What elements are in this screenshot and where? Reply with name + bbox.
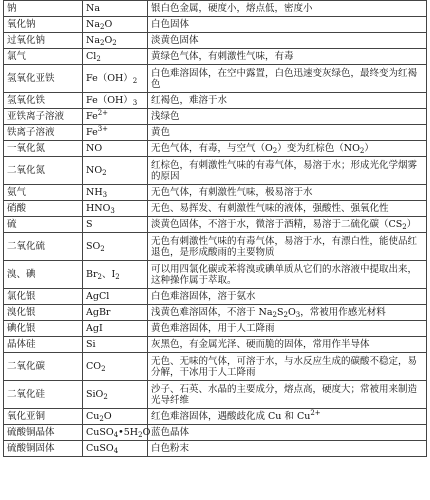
text-segment: O	[104, 35, 113, 46]
table-row	[4, 141, 427, 157]
subscript: 3	[102, 191, 108, 199]
text-segment: 无色气体，有刺激性气味，极易溶于水	[151, 187, 313, 198]
table-row	[4, 337, 427, 353]
formula-cell	[83, 217, 148, 233]
substance-name-cell: 氢氧化铁	[4, 93, 83, 109]
description-cell	[148, 185, 427, 201]
subscript: 2	[272, 311, 277, 319]
substance-name-cell: 硫酸铜固体	[4, 441, 83, 457]
text-segment: NO	[86, 165, 103, 176]
description-cell	[148, 305, 427, 321]
description-cell	[148, 233, 427, 261]
substance-name-cell: 溴化银	[4, 305, 83, 321]
text-segment: CO	[86, 361, 102, 372]
formula-cell	[83, 65, 148, 93]
text-segment: 蓝色晶体	[151, 427, 190, 438]
text-segment: SO	[86, 241, 101, 252]
text-segment: 白色难溶固体，在空中露置，白色迅速变灰绿色，最终变为红褐色	[151, 67, 418, 90]
subscript: 2	[359, 147, 365, 155]
formula-cell	[83, 409, 148, 425]
superscript: 2+	[97, 109, 109, 117]
text-segment: O	[142, 427, 151, 438]
description-cell	[148, 157, 427, 185]
description-cell	[148, 425, 427, 441]
table-row	[4, 289, 427, 305]
subscript: 2	[115, 273, 120, 281]
description-cell	[148, 33, 427, 49]
description-cell	[148, 125, 427, 141]
subscript: 2	[272, 147, 278, 155]
table-row	[4, 93, 427, 109]
text-segment: CuSO	[86, 427, 114, 438]
text-segment: 无色、易挥发、有刺激性气味的液体，强酸性、强氧化性	[151, 203, 389, 214]
text-segment: Fe（OH）	[86, 95, 133, 106]
subscript: 4	[113, 447, 119, 455]
formula-cell	[83, 157, 148, 185]
text-segment: 黄色难溶固体，用于人工降雨	[151, 323, 275, 334]
description-cell	[148, 201, 427, 217]
table-row	[4, 425, 427, 441]
description-cell	[148, 93, 427, 109]
text-segment: 无色有刺激性气味的有毒气体，易溶于水，有漂白性，能使品红退色，是形成酸雨的主要物质	[151, 235, 418, 258]
formula-cell	[83, 233, 148, 261]
subscript: 2	[102, 169, 107, 177]
text-segment: Na	[86, 3, 100, 14]
text-segment: Cu	[86, 411, 100, 422]
description-cell	[148, 409, 427, 425]
text-segment: HNO	[86, 203, 111, 214]
table-row	[4, 185, 427, 201]
subscript: 2	[283, 311, 288, 319]
text-segment: Fe	[86, 111, 98, 122]
subscript: 2	[99, 415, 104, 423]
table-row	[4, 441, 427, 457]
subscript: 3	[132, 99, 138, 107]
text-segment: SiO	[86, 389, 104, 400]
substance-name-cell: 硫酸铜晶体	[4, 425, 83, 441]
formula-cell	[83, 141, 148, 157]
substance-name-cell: 晶体硅	[4, 337, 83, 353]
substance-name-cell: 氧化钠	[4, 17, 83, 33]
text-segment: ）变为红棕色（NO	[277, 143, 360, 154]
formula-cell	[83, 441, 148, 457]
table-row	[4, 261, 427, 289]
formula-cell	[83, 185, 148, 201]
text-segment: 黄色	[151, 127, 171, 138]
text-segment: ，常被用作感光材料	[300, 307, 386, 318]
text-segment: O	[104, 19, 113, 30]
table-row	[4, 49, 427, 65]
description-cell	[148, 217, 427, 233]
text-segment: 浅黄色难溶固体，不溶于 Na	[151, 307, 273, 318]
subscript: 2	[132, 77, 138, 85]
formula-cell	[83, 261, 148, 289]
description-cell	[148, 141, 427, 157]
subscript: 2	[99, 39, 105, 47]
subscript: 2	[138, 431, 143, 439]
text-segment: ）	[406, 219, 417, 230]
text-segment: S	[86, 219, 93, 230]
text-segment: Fe（OH）	[86, 73, 133, 84]
superscript: 3+	[97, 125, 109, 133]
text-segment: 淡黄色固体	[151, 35, 199, 46]
substance-name-cell: 二氧化硅	[4, 381, 83, 409]
description-cell	[148, 261, 427, 289]
subscript: 3	[295, 311, 301, 319]
text-segment: 白色粉末	[151, 443, 190, 454]
superscript: 2+	[310, 409, 321, 417]
formula-cell	[83, 1, 148, 17]
substance-name-cell: 氧化亚铜	[4, 409, 83, 425]
substance-name-cell: 氨气	[4, 185, 83, 201]
table-row	[4, 321, 427, 337]
table-row	[4, 109, 427, 125]
formula-cell	[83, 109, 148, 125]
substance-name-cell: 铁离子溶液	[4, 125, 83, 141]
text-segment: 、I	[102, 269, 116, 280]
table-body	[4, 1, 427, 457]
substance-name-cell: 钠	[4, 1, 83, 17]
substance-name-cell: 碘化银	[4, 321, 83, 337]
text-segment: 无色气体，有毒，与空气（O	[151, 143, 273, 154]
subscript: 2	[99, 23, 105, 31]
substance-name-cell: 二氧化碳	[4, 353, 83, 381]
description-cell	[148, 337, 427, 353]
text-segment: •5H	[118, 427, 139, 438]
text-segment: NO	[86, 143, 103, 154]
formula-cell	[83, 49, 148, 65]
subscript: 4	[113, 431, 119, 439]
substance-name-cell: 氯气	[4, 49, 83, 65]
text-segment: 沙子、石英、水晶的主要成分，熔点高，硬度大；常被用来制造光导纤维	[151, 383, 418, 406]
description-cell	[148, 353, 427, 381]
table-row	[4, 217, 427, 233]
subscript: 2	[103, 393, 108, 401]
text-segment: 红色难溶固体，遇酸歧化成 Cu 和 Cu	[151, 411, 311, 422]
table-row	[4, 381, 427, 409]
substance-name-cell: 二氧化硫	[4, 233, 83, 261]
substance-name-cell: 硝酸	[4, 201, 83, 217]
text-segment: Cl	[86, 51, 97, 62]
substance-name-cell: 过氧化钠	[4, 33, 83, 49]
formula-cell	[83, 381, 148, 409]
description-cell	[148, 49, 427, 65]
text-segment: 红褐色，难溶于水	[151, 95, 228, 106]
subscript: 2	[402, 223, 407, 231]
description-cell	[148, 1, 427, 17]
text-segment: 灰黑色，有金属光泽、硬而脆的固体，常用作半导体	[151, 339, 370, 350]
subscript: 2	[101, 365, 106, 373]
text-segment: S	[276, 307, 284, 318]
text-segment: 白色固体	[151, 19, 190, 30]
text-segment: CuSO	[86, 443, 114, 454]
table-row	[4, 233, 427, 261]
table-row	[4, 1, 427, 17]
subscript: 2	[96, 55, 101, 63]
table-row	[4, 201, 427, 217]
description-cell	[148, 289, 427, 305]
table-row	[4, 17, 427, 33]
table-row	[4, 65, 427, 93]
text-segment: 黄绿色气体，有刺激性气味，有毒	[151, 51, 294, 62]
formula-cell	[83, 289, 148, 305]
text-segment: AgCl	[86, 291, 110, 302]
formula-cell	[83, 33, 148, 49]
substance-name-cell: 二氧化氮	[4, 157, 83, 185]
formula-cell	[83, 337, 148, 353]
table-row	[4, 353, 427, 381]
substance-name-cell: 一氧化氮	[4, 141, 83, 157]
substance-name-cell: 溴、碘	[4, 261, 83, 289]
text-segment: O	[287, 307, 296, 318]
formula-cell	[83, 201, 148, 217]
text-segment: 可以用四氯化碳或苯将溴或碘单质从它们的水溶液中提取出来，这种操作属于萃取。	[151, 263, 418, 286]
table-row	[4, 125, 427, 141]
table-row	[4, 409, 427, 425]
text-segment: Fe	[86, 127, 98, 138]
text-segment: O	[103, 411, 112, 422]
text-segment: Si	[86, 339, 96, 350]
description-cell	[148, 321, 427, 337]
table-row	[4, 33, 427, 49]
text-segment: 红棕色，有刺激性气味的有毒气体，易溶于水；形成光化学烟雾的原因	[151, 159, 418, 182]
chemistry-properties-table	[3, 0, 427, 457]
text-segment: Na	[86, 19, 100, 30]
table-row	[4, 157, 427, 185]
description-cell	[148, 65, 427, 93]
subscript: 2	[100, 245, 105, 253]
text-segment: NH	[86, 187, 103, 198]
subscript: 2	[97, 273, 102, 281]
substance-name-cell: 氢氧化亚铁	[4, 65, 83, 93]
formula-cell	[83, 353, 148, 381]
formula-cell	[83, 305, 148, 321]
substance-name-cell: 硫	[4, 217, 83, 233]
formula-cell	[83, 93, 148, 109]
substance-name-cell: 亚铁离子溶液	[4, 109, 83, 125]
text-segment: Na	[86, 35, 100, 46]
substance-name-cell: 氯化银	[4, 289, 83, 305]
text-segment: 银白色金属，硬度小，熔点低，密度小	[151, 3, 313, 14]
formula-cell	[83, 425, 151, 441]
description-cell	[148, 109, 427, 125]
description-cell	[148, 381, 427, 409]
subscript: 3	[110, 207, 115, 215]
text-segment: 浅绿色	[151, 111, 180, 122]
text-segment: AgBr	[86, 307, 111, 318]
text-segment: AgI	[86, 323, 103, 334]
subscript: 2	[112, 39, 117, 47]
text-segment: ）	[364, 143, 374, 154]
text-segment: 白色难溶固体，溶于氨水	[151, 291, 256, 302]
formula-cell	[83, 125, 148, 141]
text-segment: 无色、无味的气体，可溶于水，与水反应生成的碳酸不稳定，易分解，干冰用于人工降雨	[151, 355, 418, 378]
formula-cell	[83, 17, 148, 33]
formula-cell	[83, 321, 148, 337]
description-cell	[148, 441, 427, 457]
text-segment: 淡黄色固体，不溶于水，微溶于酒精，易溶于二硫化碳（CS	[151, 219, 403, 230]
description-cell	[148, 17, 427, 33]
text-segment: Br	[86, 269, 98, 280]
table-row	[4, 305, 427, 321]
